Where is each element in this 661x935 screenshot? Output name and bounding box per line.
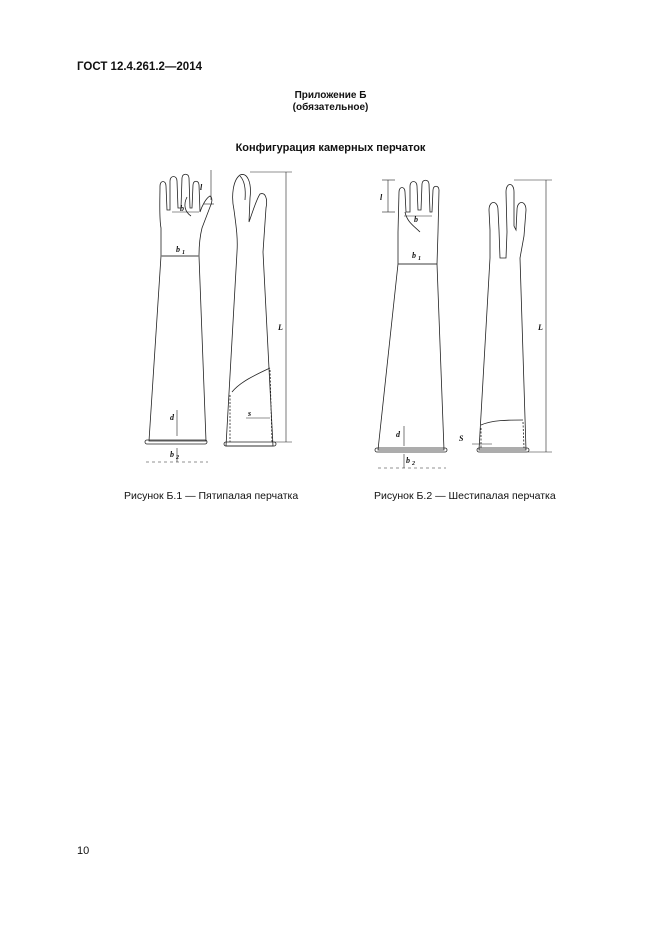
figure2-caption: Рисунок Б.2 — Шестипалая перчатка [374,490,556,502]
figure1-side-glove [224,174,276,446]
fig2-label-b: b [414,215,418,224]
fig1-label-s: s [248,409,252,418]
fig1-label-b1-sub: 1 [182,250,185,256]
fig1-label-b2-sub: 2 [176,455,179,461]
document-header: ГОСТ 12.4.261.2—2014 [77,61,202,73]
fig2-label-s: S [459,434,464,443]
figure2-front-glove [375,180,447,452]
figure1-caption: Рисунок Б.1 — Пятипалая перчатка [124,490,299,502]
section-title: Конфигурация камерных перчаток [235,142,426,154]
fig2-label-b2-sub: 2 [412,461,415,467]
fig1-label-b2: b [170,450,174,459]
appendix-heading [0,90,661,114]
figure2-dimensions [378,180,552,468]
appendix-title: Приложение Б [294,90,367,101]
figure1-dimensions [146,170,292,462]
fig2-label-L: L [538,323,543,332]
fig1-label-d: d [170,413,174,422]
appendix-status: (обязательное) [292,102,369,113]
page-number: 10 [77,845,90,857]
fig2-label-b1: b [412,251,416,260]
fig1-label-L: L [278,323,283,332]
fig2-label-b2: b [406,456,410,465]
fig2-label-b1-sub: 1 [418,256,421,262]
figure2-labels [380,193,543,467]
figure1-front-glove [145,174,212,444]
glove-figures [0,160,661,480]
fig1-label-b: b [180,204,184,213]
figure1-labels [170,183,283,461]
fig2-label-d: d [396,430,400,439]
fig1-label-l: l [200,183,203,192]
fig2-label-l: l [380,193,383,202]
figure2-side-glove [477,185,529,453]
fig1-label-b1: b [176,245,180,254]
